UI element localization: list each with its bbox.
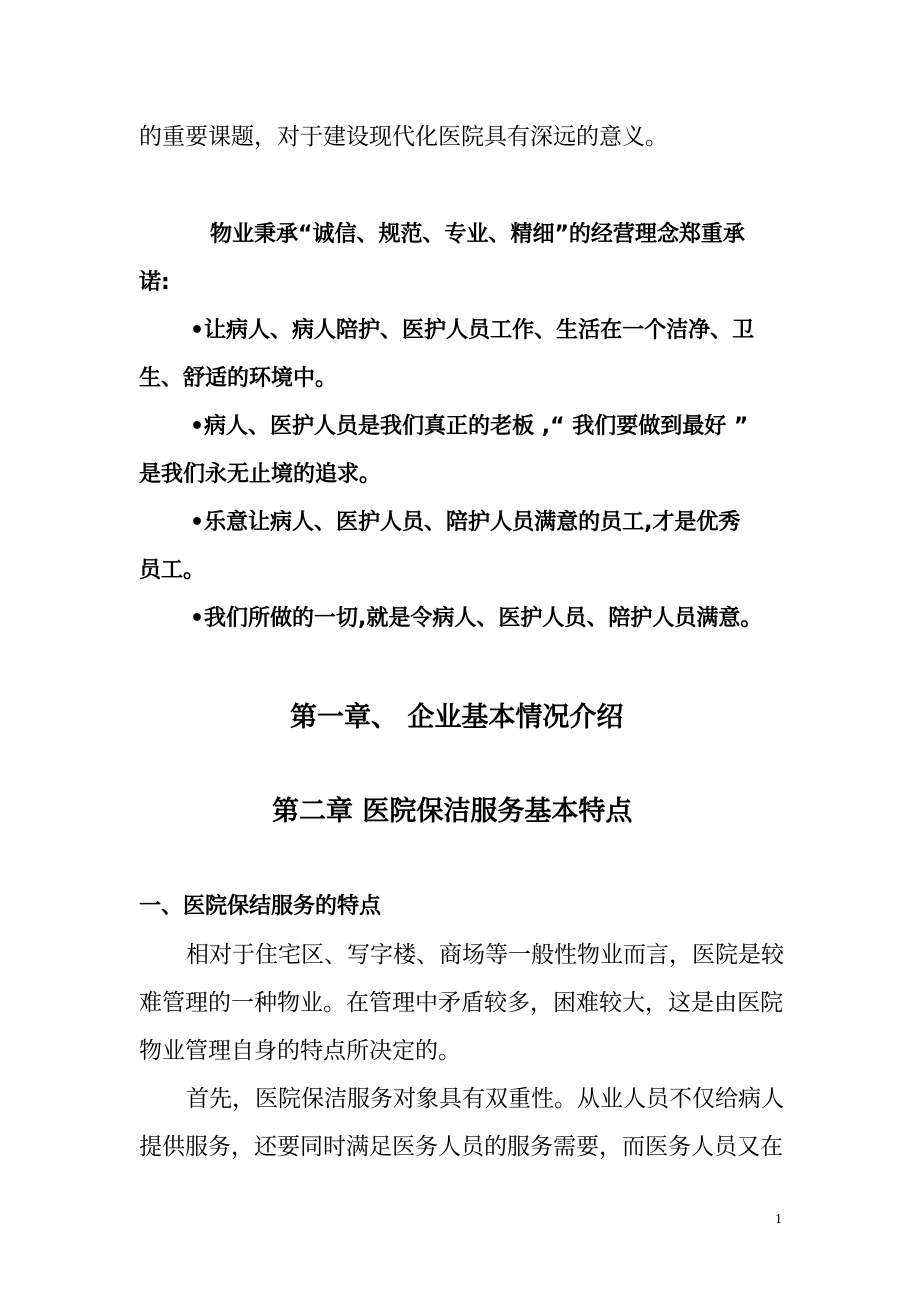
intro-tail: 的重要课题，对于建设现代化医院具有深远的意义。 <box>139 124 668 150</box>
bullet-1-line-1: •让病人、病人陪护、医护人员工作、生活在一个洁净、卫 <box>190 318 755 343</box>
paragraph-2-line-2: 提供服务，还要同时满足医务人员的服务需要，而医务人员又在 <box>139 1134 783 1160</box>
promise-line-1: 物业秉承“诚信、规范、专业、精细”的经营理念郑重承 <box>210 222 745 247</box>
bullet-1-line-2: 生、舒适的环境中。 <box>139 366 338 391</box>
paragraph-2-line-1: 首先，医院保洁服务对象具有双重性。从业人员不仅给病人 <box>186 1086 784 1112</box>
bullet-3-line-2: 员工。 <box>139 558 206 583</box>
bullet-3-line-1: •乐意让病人、医护人员、陪护人员满意的员工,才是优秀 <box>190 510 741 535</box>
paragraph-1-line-1: 相对于住宅区、写字楼、商场等一般性物业而言，医院是较 <box>186 942 784 968</box>
promise-line-2: 诺: <box>139 270 170 295</box>
section-1-heading: 一、医院保结服务的特点 <box>139 894 382 919</box>
bullet-2-line-2: 是我们永无止境的追求。 <box>139 462 382 487</box>
paragraph-1-line-3: 物业管理自身的特点所决定的。 <box>139 1038 461 1064</box>
chapter-1-heading: 第一章、 企业基本情况介绍 <box>290 702 624 733</box>
chapter-2-heading: 第二章 医院保洁服务基本特点 <box>272 796 633 827</box>
page-number: 1 <box>775 1212 782 1227</box>
paragraph-1-line-2: 难管理的一种物业。在管理中矛盾较多，困难较大，这是由医院 <box>139 990 783 1016</box>
bullet-2-line-1: •病人、医护人员是我们真正的老板 ,“ 我们要做到最好 ” <box>190 414 749 439</box>
bullet-4-line-1: •我们所做的一切,就是令病人、医护人员、陪护人员满意。 <box>190 606 763 631</box>
